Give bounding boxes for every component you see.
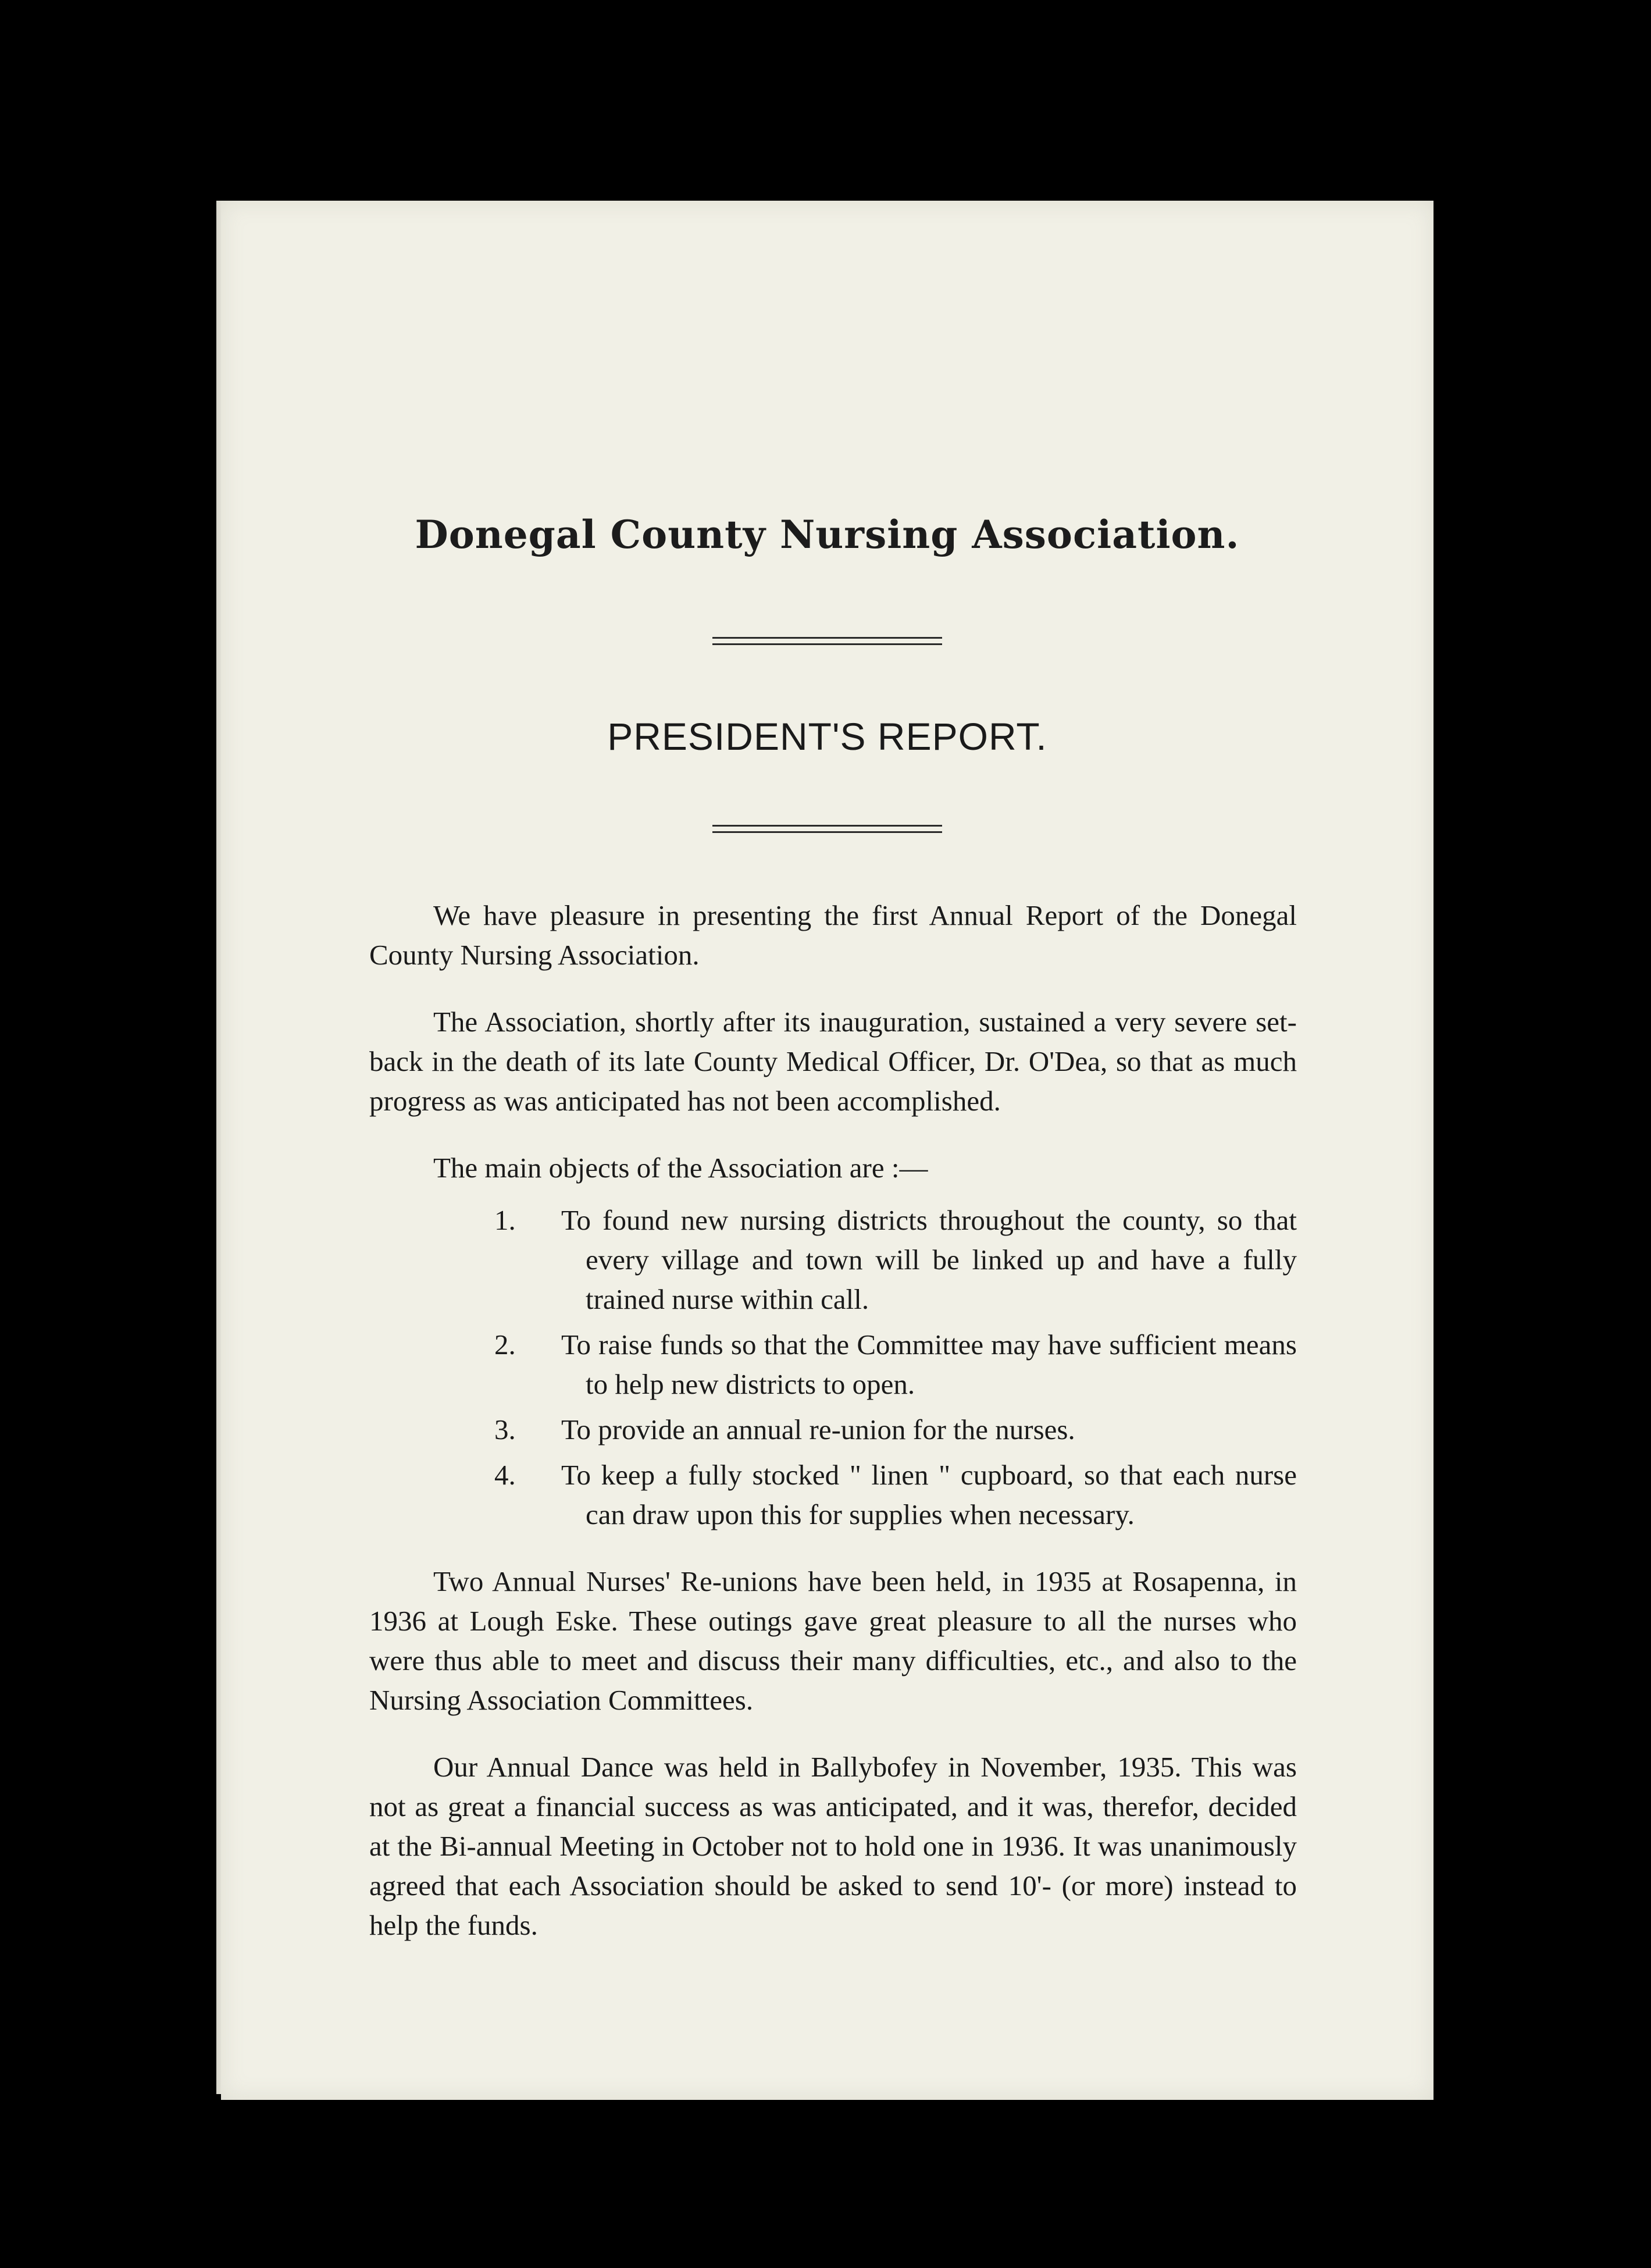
- report-body: [369, 896, 1297, 1973]
- objects-list: [369, 1201, 1297, 1534]
- objects-list-item: [369, 1455, 1297, 1534]
- paragraph-setback: The Association, shortly after its inauguration, sustained a very severe set-back in the death of its late County Medical Officer, Dr. O'Dea, so that as much progress as was anticipated has not been accomplished.: [369, 1006, 1297, 1117]
- rule-line: [712, 825, 942, 827]
- paragraph-dance: Our Annual Dance was held in Ballybofey in November, 1935. This was not as great a financial success as was anticipated, and it was, therefor, decided at the Bi-annual Meeting in October not to hold one in 1936. It was unanimously agreed that each Association should be asked to send 10'- (or more) instead to help the funds.: [369, 1751, 1297, 1941]
- objects-list-item: [369, 1325, 1297, 1404]
- item-number: 3.: [494, 1414, 516, 1445]
- report-title: PRESIDENT'S REPORT.: [607, 715, 1047, 758]
- paragraph-intro: We have pleasure in presenting the first Annual Report of the Donegal County Nursing Association.: [369, 899, 1297, 971]
- rule-line: [712, 643, 942, 645]
- item-text: To found new nursing districts throughout the county, so that every village and town will be linked up and have a fully trained nurse within call.: [561, 1204, 1297, 1315]
- bottom-double-rule: [712, 825, 942, 838]
- objects-list-item: [369, 1201, 1297, 1319]
- item-number: 2.: [494, 1329, 516, 1361]
- item-text: To raise funds so that the Committee may have sufficient means to help new districts to open.: [561, 1329, 1297, 1400]
- top-double-rule: [712, 637, 942, 650]
- rule-line: [712, 831, 942, 833]
- item-number: 4.: [494, 1459, 516, 1491]
- paragraph-reunions: Two Annual Nurses' Re-unions have been held, in 1935 at Rosapenna, in 1936 at Lough Eske. These outings gave great pleasure to all the nurses who were thus able to meet and discuss their many difficulties, etc., and also to the Nursing Association Committees.: [369, 1565, 1297, 1716]
- objects-list-item: [369, 1410, 1297, 1450]
- item-number: 1.: [494, 1204, 516, 1236]
- rule-line: [712, 637, 942, 639]
- association-heading: Donegal County Nursing Association.: [415, 512, 1240, 557]
- item-text: To provide an annual re-union for the nurses.: [561, 1414, 1075, 1445]
- item-text: To keep a fully stocked " linen " cupboard, so that each nurse can draw upon this for supplies when necessary.: [561, 1459, 1297, 1530]
- paragraph-objects-intro: The main objects of the Association are :—: [433, 1152, 928, 1184]
